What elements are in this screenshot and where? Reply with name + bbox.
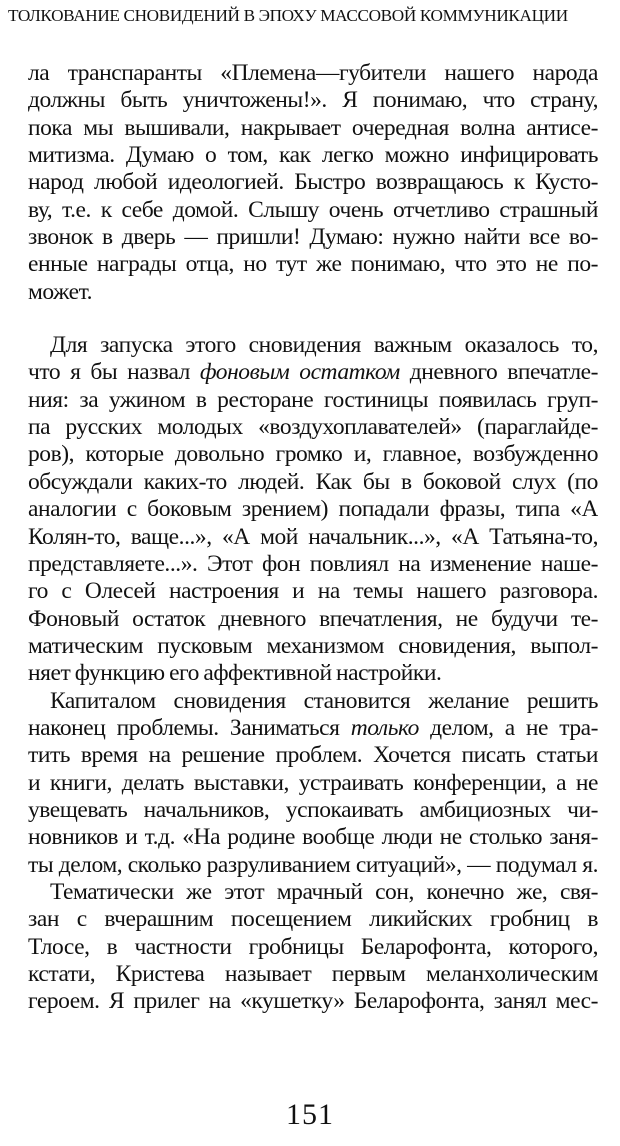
text-line-with-italic: [28, 715, 598, 742]
text-line: ты делом, сколько разруливанием ситуаций», — подумал я.: [28, 851, 598, 878]
italic-term: фоновым остатком: [199, 359, 400, 386]
text-line: увещевать начальников, успокаивать амбициозных чи-: [28, 796, 598, 823]
paragraph-spacer: [28, 306, 598, 332]
text-line: го с Олесей настроения и на темы нашего разговора.: [28, 578, 598, 605]
text-run: наконец проблемы. Заниматься: [28, 714, 351, 741]
paragraph-4: [28, 879, 598, 1016]
text-line: звонок в дверь — пришли! Думаю: нужно найти все во-: [28, 224, 598, 251]
text-line: ву, т.е. к себе домой. Слышу очень отчетливо страшный: [28, 196, 598, 223]
paragraph-2: [28, 332, 598, 687]
paragraph-3: [28, 688, 598, 879]
text-run: дневного впечатле-: [399, 359, 598, 386]
text-line: Капиталом сновидения становится желание решить: [50, 687, 598, 714]
text-line: представляете...». Этот фон повлиял на изменение наше-: [28, 550, 598, 577]
text-line: должны быть уничтожены!». Я понимаю, что страну,: [28, 87, 598, 114]
text-line: матическим пусковым механизмом сновидения, выпол-: [28, 632, 598, 659]
paragraph-1: [28, 60, 598, 306]
text-line: ла транспаранты «Племена—губители нашего народа: [28, 60, 598, 86]
text-line: ров), которые довольно громко и, главное, возбужденно: [28, 441, 598, 468]
text-line: и книги, делать выставки, устраивать конференции, а не: [28, 769, 598, 796]
text-line: героем. Я прилег на «кушетку» Беларофонта, занял мес-: [28, 988, 598, 1015]
text-line: Колян-то, ваще...», «А мой начальник...», «А Татьяна-то,: [28, 523, 598, 550]
italic-term: только: [350, 714, 419, 741]
body-text: [28, 60, 598, 1016]
text-line: Для запуска этого сновидения важным оказалось то,: [50, 332, 598, 359]
text-line: обсуждали каких-то людей. Как бы в боковой слух (по: [28, 468, 598, 495]
text-line: няет функцию его аффективной настройки.: [28, 660, 442, 687]
text-line: Фоновый остаток дневного впечатления, не будучи те-: [28, 605, 598, 632]
text-line: зан с вчерашним посещением ликийских гробниц в: [28, 906, 598, 933]
text-line: может.: [28, 278, 93, 305]
text-line: митизма. Думаю о том, как легко можно инфицировать: [28, 142, 598, 169]
text-line: пока мы вышивали, накрывает очередная волна антисе-: [28, 114, 598, 141]
text-line: кстати, Кристева называет первым меланхолическим: [28, 961, 598, 987]
text-line: па русских молодых «воздухоплавателей» (параглайде-: [28, 414, 598, 441]
text-line: тить время на решение проблем. Хочется писать статьи: [28, 742, 598, 769]
text-line: народ любой идеологией. Быстро возвращаюсь к Кусто-: [28, 169, 598, 196]
page-number: 151: [286, 1098, 334, 1131]
text-line: Тематически же этот мрачный сон, конечно же, свя-: [50, 878, 598, 905]
running-head: ТОЛКОВАНИЕ СНОВИДЕНИЙ В ЭПОХУ МАССОВОЙ КОММУНИКАЦИИ: [8, 6, 568, 25]
text-run: делом, а не тра-: [418, 714, 598, 741]
text-line: новников и т.д. «На родине вообще люди не столько заня-: [28, 824, 598, 851]
text-line: Тлосе, в частности гробницы Беларофонта, которого,: [28, 933, 598, 960]
text-run: что я бы назвал: [28, 359, 200, 386]
text-line: ния: за ужином в ресторане гостиницы появилась груп-: [28, 386, 598, 413]
text-line-with-italic: [28, 359, 598, 386]
text-line: енные награды отца, но тут же понимаю, что это не по-: [28, 251, 598, 278]
text-line: аналогии с боковым зрением) попадали фразы, типа «А: [28, 496, 598, 523]
